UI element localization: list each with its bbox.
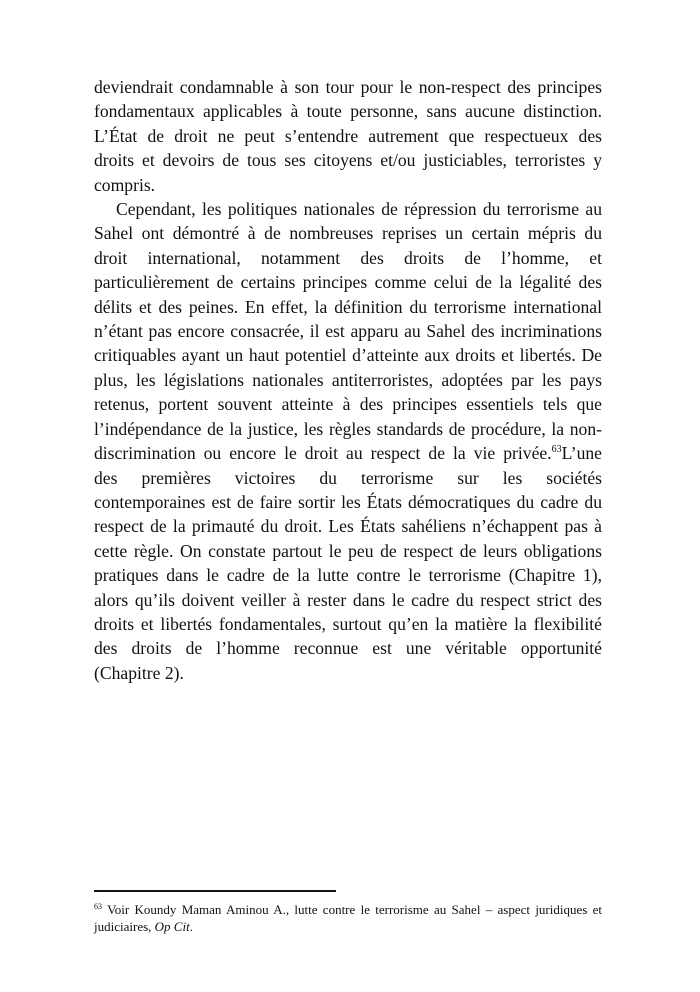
text-line-with-footnote <box>94 441 602 465</box>
text-line: particulièrement de certains principes comme celui de la légalité des <box>94 272 602 293</box>
text-line: des droits de l’homme reconnue est une véritable opportunité <box>94 638 602 659</box>
text-line: critiquables ayant un haut potentiel d’atteinte aux droits et libertés. De <box>94 345 602 366</box>
body-text <box>94 75 602 685</box>
footnote-end: . <box>189 918 193 934</box>
text-line: contemporaines est de faire sortir les États démocratiques du cadre du <box>94 491 602 512</box>
text-line: Sahel ont démontré à de nombreuses reprises un certain mépris du <box>94 223 602 244</box>
text-line: droits et devoirs de tous ses citoyens et/ou justiciables, terroristes y <box>94 150 602 171</box>
text-line: droit international, notamment des droits de l’homme, et <box>94 247 602 268</box>
text-line: respect de la primauté du droit. Les États sahéliens n’échappent pas à <box>94 516 602 537</box>
text-line: retenus, portent souvent atteinte à des principes essentiels tels que <box>94 394 602 415</box>
paragraph-2 <box>94 197 602 685</box>
text-line: compris. <box>94 174 156 195</box>
text-line: n’étant pas encore consacrée, il est apparu au Sahel des incriminations <box>94 321 602 342</box>
text-line: Cependant, les politiques nationales de répression du terrorisme au <box>116 199 602 220</box>
text-line: délits et des peines. En effet, la définition du terrorisme international <box>94 296 602 317</box>
paragraph-1 <box>94 75 602 197</box>
text-line: l’indépendance de la justice, les règles standards de procédure, la non- <box>94 418 602 439</box>
text-segment: L’une <box>561 443 602 464</box>
text-line: alors qu’ils doivent veiller à rester dans le cadre du respect strict des <box>94 589 602 610</box>
text-segment: discrimination ou encore le droit au respect de la vie privée. <box>94 443 552 464</box>
text-line: des premières victoires du terrorisme sur les sociétés <box>94 467 602 488</box>
text-line: fondamentaux applicables à toute personne, sans aucune distinction. <box>94 101 602 122</box>
footnote <box>94 902 602 935</box>
footnote-number: 63 <box>94 902 102 911</box>
footnote-reference[interactable]: 63 <box>551 444 562 456</box>
text-line: (Chapitre 2). <box>94 662 184 683</box>
text-line: plus, les législations nationales antiterroristes, adoptées par les pays <box>94 369 602 390</box>
text-line: L’État de droit ne peut s’entendre autrement que respectueux des <box>94 125 602 146</box>
text-line: pratiques dans le cadre de la lutte contre le terrorisme (Chapitre 1), <box>94 565 602 586</box>
text-line: cette règle. On constate partout le peu de respect de leurs obligations <box>94 540 602 561</box>
footnote-text: Voir Koundy Maman Aminou A., lutte contre le terrorisme au Sahel – aspect juridiques et judiciaires, <box>94 902 602 934</box>
footnote-italic-text: Op Cit <box>154 918 190 934</box>
footnote-separator <box>94 890 336 892</box>
text-line: droits et libertés fondamentales, surtout qu’en la matière la flexibilité <box>94 613 602 634</box>
text-line: deviendrait condamnable à son tour pour le non-respect des principes <box>94 77 602 97</box>
